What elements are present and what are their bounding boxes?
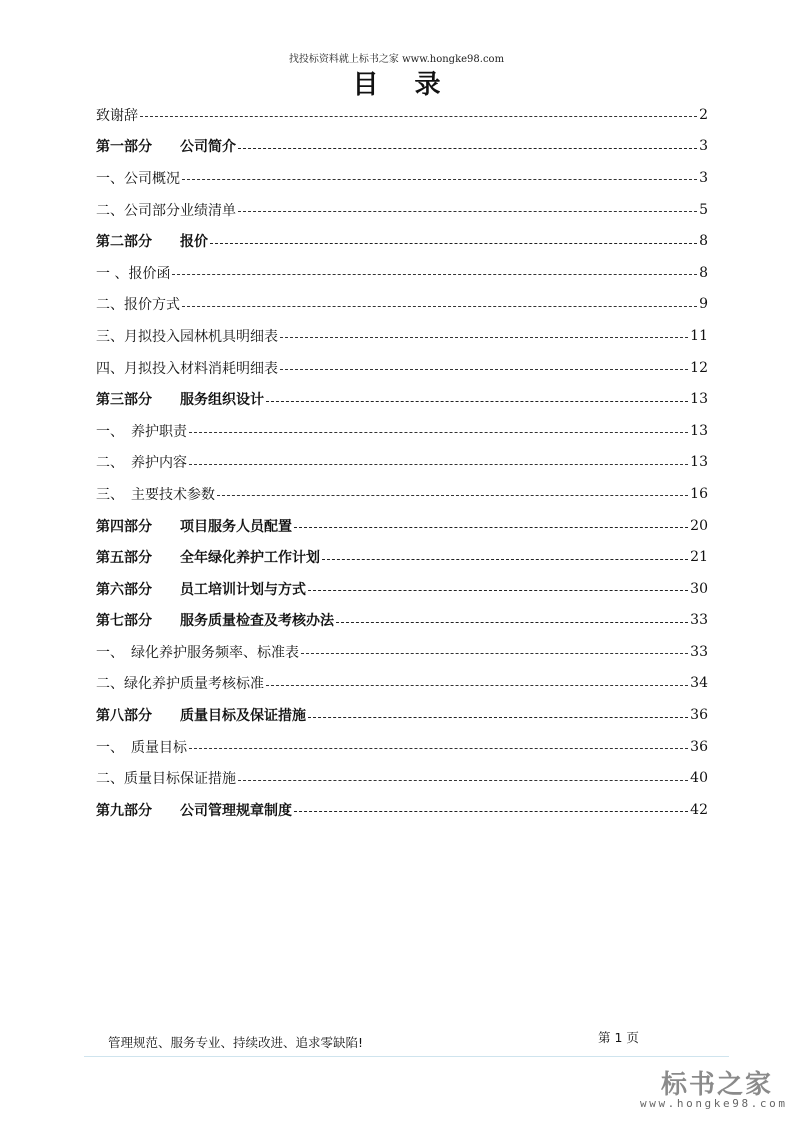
toc-part-row[interactable] — [96, 510, 708, 542]
toc-leader-dashes — [294, 527, 688, 528]
toc-entry-label: 一 、报价函 — [96, 265, 171, 282]
toc-leader-dashes — [266, 685, 688, 686]
toc-page-number: 8 — [699, 233, 708, 250]
toc-item-row[interactable] — [96, 352, 708, 384]
toc-item-row[interactable] — [96, 636, 708, 668]
toc-entry-label: 二、绿化养护质量考核标准 — [96, 676, 264, 693]
toc-leader-dashes — [210, 243, 697, 244]
toc-entry-label: 二、公司部分业绩清单 — [96, 202, 236, 219]
toc-leader-dashes — [182, 306, 697, 307]
toc-entry-label: 四、月拟投入材料消耗明细表 — [96, 360, 278, 377]
toc-page-number: 33 — [690, 643, 708, 660]
toc-item-row[interactable] — [96, 99, 708, 131]
toc-item-row[interactable] — [96, 289, 708, 321]
toc-entry-label: 一、公司概况 — [96, 170, 180, 187]
toc-entry-label: 第三部分 服务组织设计 — [96, 392, 264, 409]
toc-item-row[interactable] — [96, 668, 708, 700]
toc-item-row[interactable] — [96, 447, 708, 479]
toc-page-number: 3 — [699, 138, 708, 155]
toc-leader-dashes — [280, 369, 688, 370]
toc-leader-dashes — [182, 179, 697, 180]
toc-leader-dashes — [189, 432, 688, 433]
toc-leader-dashes — [189, 464, 688, 465]
brand-url: www.hongke98.com — [640, 1097, 788, 1110]
toc-leader-dashes — [308, 717, 688, 718]
toc-entry-label: 第二部分 报价 — [96, 234, 208, 251]
toc-item-row[interactable] — [96, 162, 708, 194]
toc-item-row[interactable] — [96, 415, 708, 447]
footer-divider — [84, 1056, 729, 1057]
toc-page-number: 33 — [690, 612, 708, 629]
toc-entry-label: 第五部分 全年绿化养护工作计划 — [96, 550, 320, 567]
brand-logo: 标书之家 — [661, 1070, 774, 1100]
toc-leader-dashes — [217, 495, 688, 496]
toc-entry-label: 三、 主要技术参数 — [96, 486, 215, 503]
toc-entry-label: 第七部分 服务质量检查及考核办法 — [96, 613, 334, 630]
toc-item-row[interactable] — [96, 762, 708, 794]
toc-item-row[interactable] — [96, 731, 708, 763]
toc-item-row[interactable] — [96, 257, 708, 289]
toc-entry-label: 第四部分 项目服务人员配置 — [96, 518, 292, 535]
toc-entry-label: 致谢辞 — [96, 107, 138, 124]
toc-page-number: 13 — [690, 454, 708, 471]
page-number: 第 1 页 — [598, 1030, 639, 1045]
toc-part-row[interactable] — [96, 605, 708, 637]
toc-entry-label: 第六部分 员工培训计划与方式 — [96, 581, 306, 598]
toc-part-row[interactable] — [96, 383, 708, 415]
toc-entry-label: 二、报价方式 — [96, 297, 180, 314]
toc-page-number: 8 — [699, 264, 708, 281]
toc-entry-label: 三、月拟投入园林机具明细表 — [96, 328, 278, 345]
toc-item-row[interactable] — [96, 478, 708, 510]
toc-page-number: 5 — [699, 201, 708, 218]
toc-page-number: 16 — [690, 485, 708, 502]
toc-leader-dashes — [322, 559, 688, 560]
footer-slogan: 管理规范、服务专业、持续改进、追求零缺陷! — [108, 1035, 364, 1050]
toc-leader-dashes — [172, 274, 697, 275]
toc-entry-label: 二、 养护内容 — [96, 455, 187, 472]
toc-page-number: 36 — [690, 738, 708, 755]
toc-page-number: 2 — [699, 106, 708, 123]
toc-part-row[interactable] — [96, 225, 708, 257]
toc-entry-label: 第九部分 公司管理规章制度 — [96, 802, 292, 819]
toc-leader-dashes — [189, 748, 688, 749]
toc-leader-dashes — [308, 590, 688, 591]
toc-leader-dashes — [140, 116, 697, 117]
toc-leader-dashes — [238, 780, 688, 781]
toc-page-number: 9 — [699, 296, 708, 313]
toc-page-number: 3 — [699, 169, 708, 186]
toc-leader-dashes — [238, 211, 697, 212]
toc-part-row[interactable] — [96, 699, 708, 731]
toc-leader-dashes — [238, 148, 697, 149]
toc-item-row[interactable] — [96, 320, 708, 352]
toc-part-row[interactable] — [96, 541, 708, 573]
toc-entry-label: 二、质量目标保证措施 — [96, 771, 236, 788]
toc-page-number: 36 — [690, 707, 708, 724]
toc-part-row[interactable] — [96, 131, 708, 163]
toc-page-number: 42 — [690, 801, 708, 818]
toc-item-row[interactable] — [96, 194, 708, 226]
toc-part-row[interactable] — [96, 573, 708, 605]
toc-page-number: 11 — [690, 327, 708, 344]
toc-entry-label: 第八部分 质量目标及保证措施 — [96, 708, 306, 725]
toc-part-row[interactable] — [96, 794, 708, 826]
page-header-source: 找投标资料就上标书之家 www.hongke98.com — [288, 54, 505, 65]
toc-entry-label: 一、 养护职责 — [96, 423, 187, 440]
toc-page-number: 30 — [690, 580, 708, 597]
page-title: 目录 — [352, 70, 477, 100]
toc-entry-label: 一、 绿化养护服务频率、标准表 — [96, 644, 299, 661]
toc-leader-dashes — [336, 622, 688, 623]
toc-leader-dashes — [266, 401, 688, 402]
toc-page-number: 13 — [690, 422, 708, 439]
toc-entry-label: 一、 质量目标 — [96, 739, 187, 756]
toc-leader-dashes — [280, 337, 688, 338]
toc-page-number: 13 — [690, 391, 708, 408]
toc-leader-dashes — [294, 811, 688, 812]
table-of-contents — [96, 99, 708, 826]
toc-entry-label: 第一部分 公司简介 — [96, 139, 236, 156]
toc-page-number: 21 — [690, 549, 708, 566]
toc-page-number: 20 — [690, 517, 708, 534]
toc-leader-dashes — [301, 653, 688, 654]
toc-page-number: 34 — [690, 675, 708, 692]
toc-page-number: 40 — [690, 770, 708, 787]
toc-page-number: 12 — [690, 359, 708, 376]
